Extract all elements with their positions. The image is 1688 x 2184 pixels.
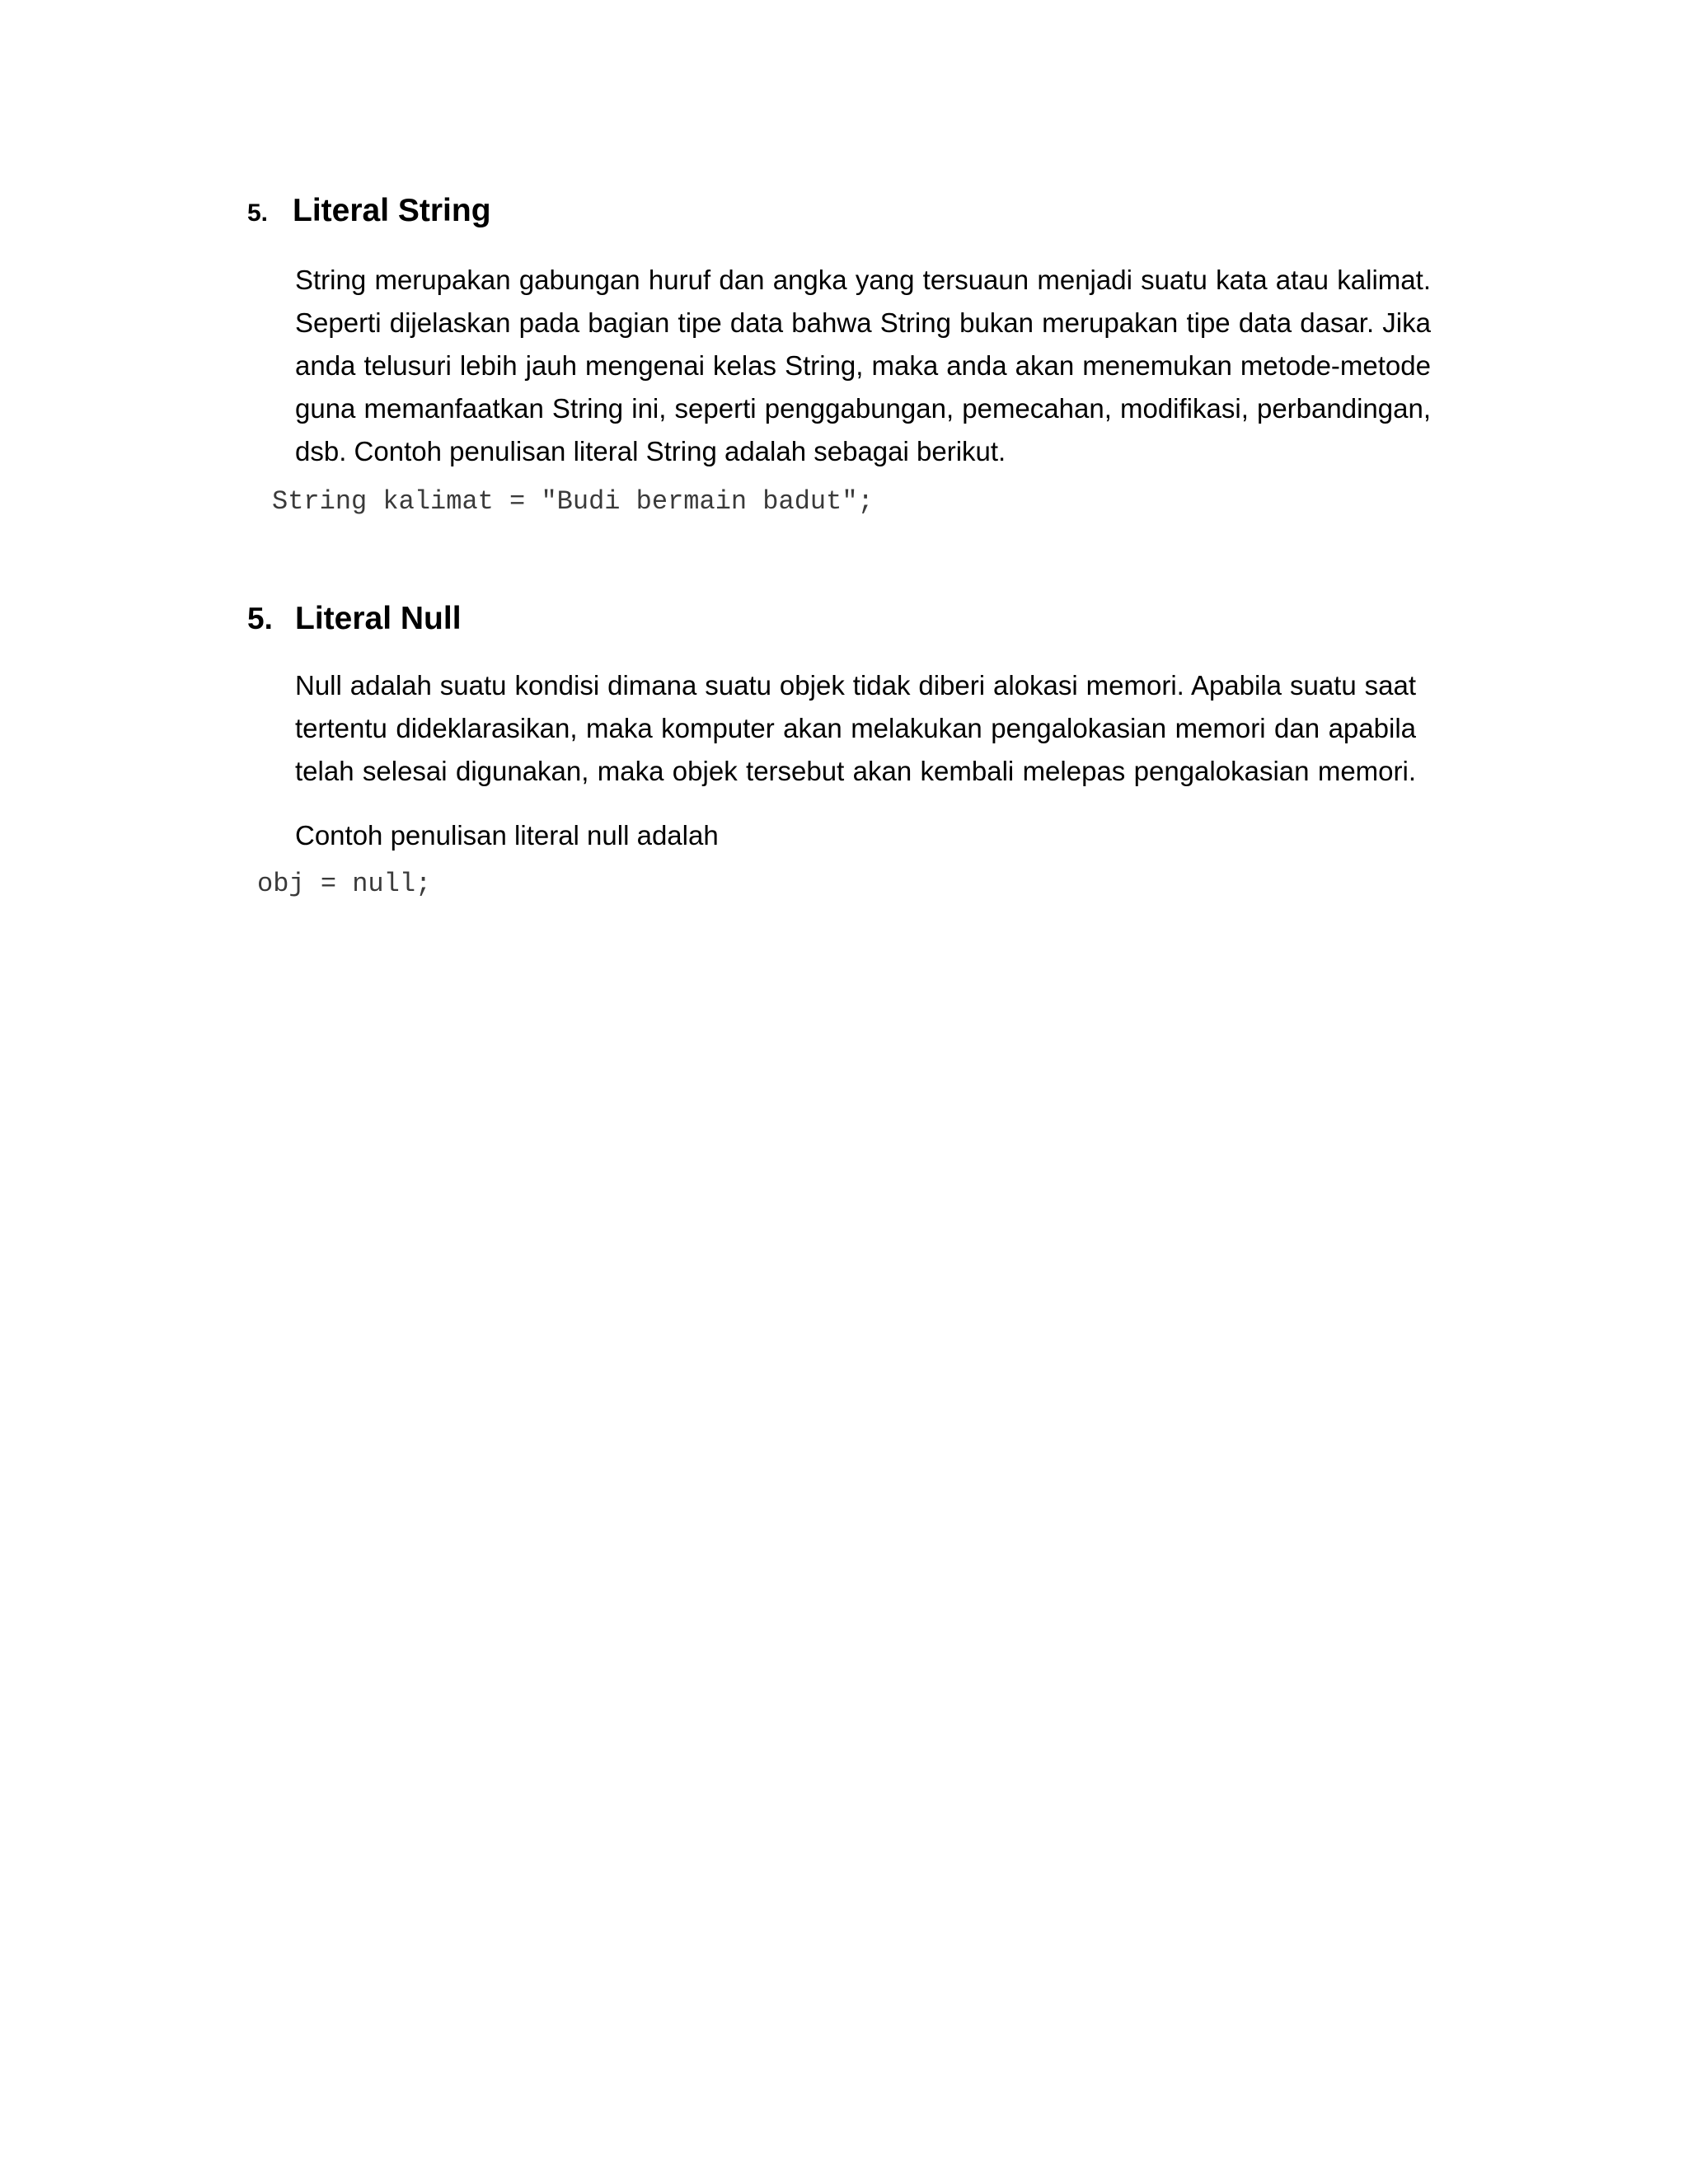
code-example-null: obj = null; <box>257 869 432 899</box>
paragraph-line: Null adalah suatu kondisi dimana suatu objek tidak diberi alokasi memori. Apabila suatu saat <box>295 670 1416 701</box>
paragraph-line: telah selesai digunakan, maka objek tersebut akan kembali melepas pengalokasian memori. <box>295 756 1416 786</box>
paragraph-line: dsb. Contoh penulisan literal String adalah sebagai berikut. <box>295 436 1006 466</box>
section-title: Literal String <box>293 193 491 228</box>
section-heading-literal-string <box>247 193 491 229</box>
paragraph-line: guna memanfaatkan String ini, seperti penggabungan, pemecahan, modifikasi, perbandingan, <box>295 393 1431 424</box>
section-paragraph-literal-string <box>295 259 1431 473</box>
section-number: 5. <box>247 602 273 635</box>
paragraph-line: anda telusuri lebih jauh mengenai kelas String, maka anda akan menemukan metode-metode <box>295 350 1431 381</box>
section-paragraph-literal-null <box>295 664 1416 793</box>
paragraph-line: String merupakan gabungan huruf dan angka yang tersuaun menjadi suatu kata atau kalimat. <box>295 265 1431 295</box>
section-number: 5. <box>247 199 269 227</box>
example-intro-text: Contoh penulisan literal null adalah <box>295 820 719 851</box>
code-example-string: String kalimat = "Budi bermain badut"; <box>272 486 874 517</box>
section-title: Literal Null <box>295 601 462 636</box>
paragraph-line: tertentu dideklarasikan, maka komputer akan melakukan pengalokasian memori dan apabila <box>295 713 1416 743</box>
section-heading-literal-null <box>247 601 462 637</box>
paragraph-line: Seperti dijelaskan pada bagian tipe data bahwa String bukan merupakan tipe data dasar. Jika <box>295 307 1431 338</box>
